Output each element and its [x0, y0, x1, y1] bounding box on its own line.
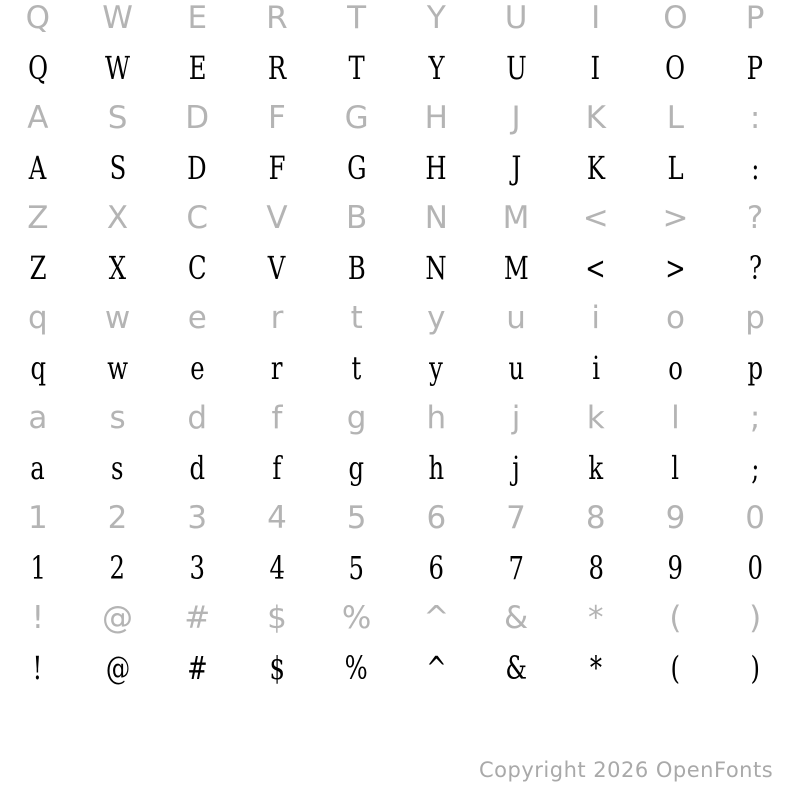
glyph-cell: S [109, 149, 126, 187]
glyph-cell: : [751, 149, 760, 187]
glyph-cell: P [745, 0, 765, 36]
glyph-cell: o [665, 299, 685, 336]
glyph-cell: i [591, 349, 600, 387]
glyph-cell: ^ [423, 599, 450, 636]
glyph-row-symbols-black [0, 643, 795, 693]
glyph-cell: 4 [269, 549, 285, 587]
glyph-cell: s [109, 399, 126, 436]
glyph-cell: r [270, 299, 284, 336]
glyph-cell: O [663, 0, 688, 36]
glyph-cell: k [588, 449, 604, 487]
glyph-cell: s [111, 449, 124, 487]
glyph-cell: * [589, 649, 602, 687]
glyph-cell: y [429, 349, 444, 387]
glyph-cell: 2 [109, 549, 126, 587]
glyph-row-uppercase-zxcv-gray [0, 193, 795, 243]
glyph-cell: k [586, 399, 605, 436]
glyph-cell: 5 [348, 549, 365, 587]
glyph-cell: 6 [428, 549, 445, 587]
glyph-cell: 5 [346, 499, 367, 536]
glyph-cell: 6 [426, 499, 447, 536]
glyph-cell: X [108, 249, 127, 287]
glyph-cell: ( [670, 649, 681, 687]
glyph-cell: ; [751, 449, 760, 487]
glyph-cell: 3 [189, 549, 205, 587]
glyph-cell: i [591, 299, 601, 336]
glyph-cell: P [746, 49, 764, 87]
glyph-cell: Y [428, 49, 445, 87]
glyph-cell: ) [750, 649, 760, 687]
glyph-cell: D [187, 149, 207, 187]
glyph-cell: q [30, 349, 46, 387]
glyph-cell: $ [269, 649, 285, 687]
glyph-cell: g [346, 399, 367, 436]
glyph-cell: 8 [585, 499, 606, 536]
glyph-cell: H [425, 149, 447, 187]
glyph-cell: * [587, 599, 604, 636]
glyph-cell: G [346, 149, 367, 187]
glyph-cell: 4 [267, 499, 287, 536]
glyph-cell: I [591, 0, 601, 36]
glyph-cell: a [30, 449, 46, 487]
glyph-cell: E [188, 49, 207, 87]
glyph-cell: t [351, 349, 362, 387]
glyph-row-digits-black [0, 543, 795, 593]
glyph-cell: > [665, 249, 686, 287]
glyph-cell: K [586, 149, 605, 187]
glyph-cell: Z [29, 249, 47, 287]
glyph-cell: T [348, 49, 365, 87]
glyph-cell: F [268, 99, 286, 136]
glyph-cell: X [106, 199, 129, 236]
glyph-row-lowercase-qwerty-black [0, 343, 795, 393]
glyph-cell: r [271, 349, 283, 387]
glyph-cell: # [187, 649, 208, 687]
glyph-cell: ) [749, 599, 762, 636]
glyph-cell: L [667, 149, 684, 187]
glyph-cell: % [345, 649, 369, 687]
glyph-cell: 7 [506, 499, 526, 536]
glyph-cell: W [102, 0, 133, 36]
glyph-cell: I [590, 49, 601, 87]
glyph-cell: d [187, 399, 208, 436]
glyph-cell: C [186, 199, 209, 236]
glyph-row-uppercase-asdf-gray [0, 93, 795, 143]
glyph-cell: Z [27, 199, 49, 236]
glyph-cell: 9 [665, 499, 686, 536]
glyph-cell: ! [32, 649, 43, 687]
glyph-cell: 0 [747, 549, 763, 587]
glyph-cell: 0 [745, 499, 765, 536]
glyph-cell: 7 [508, 549, 524, 587]
glyph-cell: ! [31, 599, 45, 636]
glyph-cell: L [666, 99, 685, 136]
glyph-cell: 8 [588, 549, 604, 587]
glyph-cell: w [104, 299, 131, 336]
glyph-cell: D [185, 99, 210, 136]
glyph-cell: M [503, 249, 529, 287]
glyph-row-uppercase-qwerty-black [0, 43, 795, 93]
glyph-cell: w [107, 349, 128, 387]
glyph-cell: ^ [426, 649, 447, 687]
glyph-cell: e [190, 349, 205, 387]
glyph-cell: T [347, 0, 367, 36]
glyph-row-digits-gray [0, 493, 795, 543]
glyph-cell: o [668, 349, 683, 387]
glyph-cell: U [505, 49, 527, 87]
glyph-cell: R [267, 49, 287, 87]
glyph-cell: j [511, 399, 521, 436]
glyph-row-uppercase-zxcv-black [0, 243, 795, 293]
glyph-cell: J [511, 99, 521, 136]
glyph-cell: t [350, 299, 363, 336]
glyph-cell: h [426, 399, 447, 436]
glyph-cell: # [184, 599, 211, 636]
glyph-cell: 9 [667, 549, 684, 587]
glyph-cell: @ [102, 599, 134, 636]
glyph-cell: A [29, 149, 47, 187]
glyph-cell: C [187, 249, 207, 287]
glyph-cell: & [503, 599, 529, 636]
glyph-cell: ? [748, 249, 762, 287]
glyph-cell: B [346, 199, 368, 236]
copyright-text: Copyright 2026 OpenFonts [479, 758, 774, 782]
glyph-cell: U [504, 0, 528, 36]
glyph-row-lowercase-asdf-black [0, 443, 795, 493]
glyph-cell: f [271, 399, 283, 436]
glyph-cell: f [272, 449, 282, 487]
glyph-cell: W [105, 49, 131, 87]
glyph-cell: ? [746, 199, 764, 236]
glyph-row-uppercase-asdf-black [0, 143, 795, 193]
glyph-cell: l [671, 449, 680, 487]
glyph-cell: : [749, 99, 761, 136]
glyph-cell: l [671, 399, 680, 436]
glyph-cell: K [585, 99, 606, 136]
glyph-cell: a [28, 399, 48, 436]
glyph-cell: B [347, 249, 366, 287]
glyph-cell: Q [27, 49, 48, 87]
glyph-cell: 2 [107, 499, 128, 536]
glyph-cell: J [511, 149, 521, 187]
glyph-cell: < [582, 199, 609, 236]
glyph-cell: $ [267, 599, 287, 636]
glyph-cell: q [28, 299, 48, 336]
glyph-cell: y [427, 299, 446, 336]
glyph-cell: H [424, 99, 448, 136]
glyph-cell: 1 [30, 549, 46, 587]
glyph-cell: Y [426, 0, 446, 36]
glyph-cell: < [585, 249, 606, 287]
glyph-cell: F [268, 149, 286, 187]
glyph-cell: j [512, 449, 520, 487]
glyph-cell: R [266, 0, 288, 36]
glyph-row-uppercase-qwerty-gray [0, 0, 795, 43]
glyph-cell: N [424, 199, 448, 236]
glyph-cell: E [187, 0, 208, 36]
glyph-cell: @ [105, 649, 130, 687]
glyph-cell: 3 [187, 499, 208, 536]
glyph-cell: S [107, 99, 128, 136]
glyph-cell: G [344, 99, 369, 136]
glyph-cell: > [662, 199, 689, 236]
glyph-cell: O [665, 49, 686, 87]
glyph-cell: N [425, 249, 447, 287]
glyph-cell: d [189, 449, 206, 487]
glyph-row-lowercase-asdf-gray [0, 393, 795, 443]
glyph-row-symbols-gray [0, 593, 795, 643]
glyph-cell: ( [669, 599, 682, 636]
glyph-cell: u [508, 349, 524, 387]
glyph-cell: Q [25, 0, 51, 36]
glyph-cell: 1 [27, 499, 48, 536]
glyph-cell: p [747, 349, 763, 387]
glyph-cell: u [506, 299, 526, 336]
glyph-cell: & [505, 649, 527, 687]
glyph-cell: % [341, 599, 372, 636]
glyph-cell: g [348, 449, 365, 487]
glyph-cell: A [27, 99, 49, 136]
glyph-cell: e [187, 299, 207, 336]
glyph-cell: ; [749, 399, 761, 436]
glyph-cell: V [266, 199, 288, 236]
glyph-cell: p [745, 299, 765, 336]
glyph-cell: M [502, 199, 530, 236]
glyph-cell: h [428, 449, 445, 487]
glyph-row-lowercase-qwerty-gray [0, 293, 795, 343]
glyph-cell: V [268, 249, 286, 287]
